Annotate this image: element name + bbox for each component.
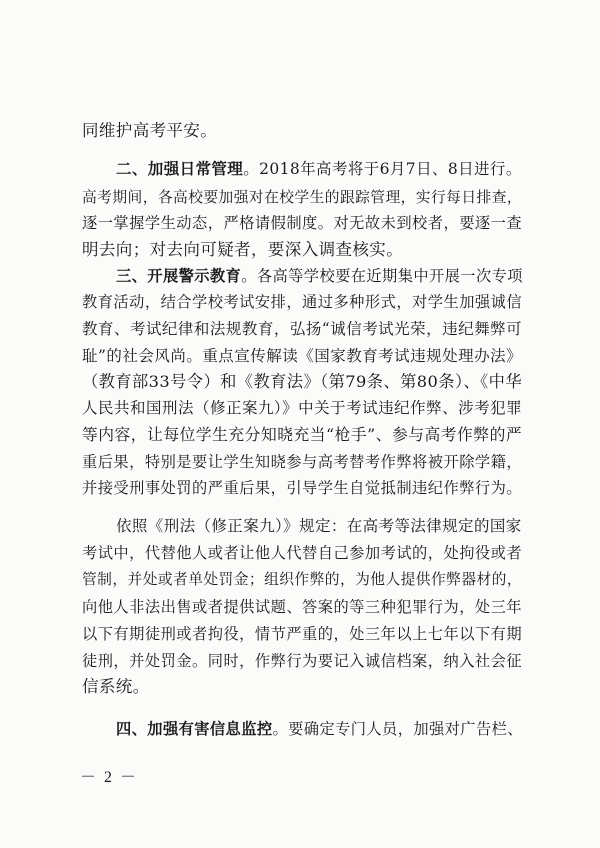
body-line — [82, 624, 522, 644]
body-line — [82, 346, 522, 366]
body-line — [82, 651, 522, 671]
line-text: （教育部33号令）和《教育法》（第79条、第80条）、《中华 — [82, 372, 522, 391]
body-line — [82, 425, 522, 445]
body-line — [82, 452, 522, 472]
body-line — [82, 570, 522, 590]
line-text: 教育、考试纪律和法规教育，弘扬“诚信考试光荣，违纪舞弊可 — [82, 320, 522, 338]
line-text: 向他人非法出售或者提供试题、答案的等三种犯罪行为，处三年 — [82, 598, 522, 616]
line-text: 徒刑，并处罚金。同时，作弊行为要记入诚信档案，纳入社会征 — [82, 652, 522, 670]
line-text: 以下有期徒刑或者拘役，情节严重的，处三年以上七年以下有期 — [82, 625, 522, 643]
body-line — [82, 121, 522, 141]
line-text: 考试中，代替他人或者让他人代替自己参加考试的，处拘役或者 — [82, 544, 522, 562]
body-line — [82, 398, 522, 418]
body-line — [82, 292, 522, 312]
paragraph-first-line — [82, 516, 522, 536]
body-line — [82, 677, 522, 697]
body-line — [82, 188, 522, 208]
line-text: 。各高等学校要在近期集中开展一次专项 — [241, 267, 523, 285]
body-line — [82, 543, 522, 563]
line-text: 同维护高考平安。 — [82, 121, 218, 140]
line-text: 等内容，让每位学生充分知晓充当“枪手”、参与高考作弊的严 — [82, 425, 522, 444]
body-line — [82, 372, 522, 392]
line-text: 信系统。 — [82, 677, 150, 696]
line-text: 高考期间，各高校要加强对在校学生的跟踪管理，实行每日排查， — [82, 189, 522, 206]
section-heading: 四、加强有害信息监控 — [116, 720, 273, 738]
line-text: 逐一掌握学生动态，严格请假制度。对无故未到校者，要逐一查 — [82, 214, 522, 232]
section-heading-line — [82, 159, 522, 179]
body-line — [82, 213, 522, 233]
line-text: 管制，并处或者单处罚金；组织作弊的，为他人提供作弊器材的， — [82, 571, 522, 588]
body-line — [82, 319, 522, 339]
body-line — [82, 597, 522, 617]
body-line — [82, 240, 522, 260]
line-text: 。2018年高考将于6月7日、8日进行。 — [243, 160, 522, 178]
line-text: 人民共和国刑法（修正案九）》中关于考试违纪作弊、涉考犯罪 — [82, 399, 522, 417]
line-text: 教育活动，结合学校考试安排，通过多种形式，对学生加强诚信 — [82, 293, 522, 311]
page-number: － 2 － — [80, 769, 139, 786]
line-text: 明去向；对去向可疑者，要深入调查核实。 — [82, 240, 404, 259]
line-text: 。要确定专门人员，加强对广告栏、 — [272, 720, 523, 738]
section-heading-line — [82, 266, 522, 286]
section-heading: 二、加强日常管理 — [116, 160, 244, 178]
section-heading-line — [82, 719, 522, 739]
line-text: 并接受刑事处罚的严重后果，引导学生自觉抵制违纪作弊行为。 — [82, 479, 522, 497]
body-line — [82, 478, 522, 498]
section-heading: 三、开展警示教育 — [116, 267, 242, 285]
line-text: 重后果，特别是要让学生知晓参与高考替考作弊将被开除学籍， — [82, 453, 522, 471]
line-text: 耻”的社会风尚。重点宣传解读《国家教育考试违规处理办法》 — [82, 347, 522, 365]
line-text: 依照《刑法（修正案九）》规定：在高考等法律规定的国家 — [116, 517, 522, 535]
